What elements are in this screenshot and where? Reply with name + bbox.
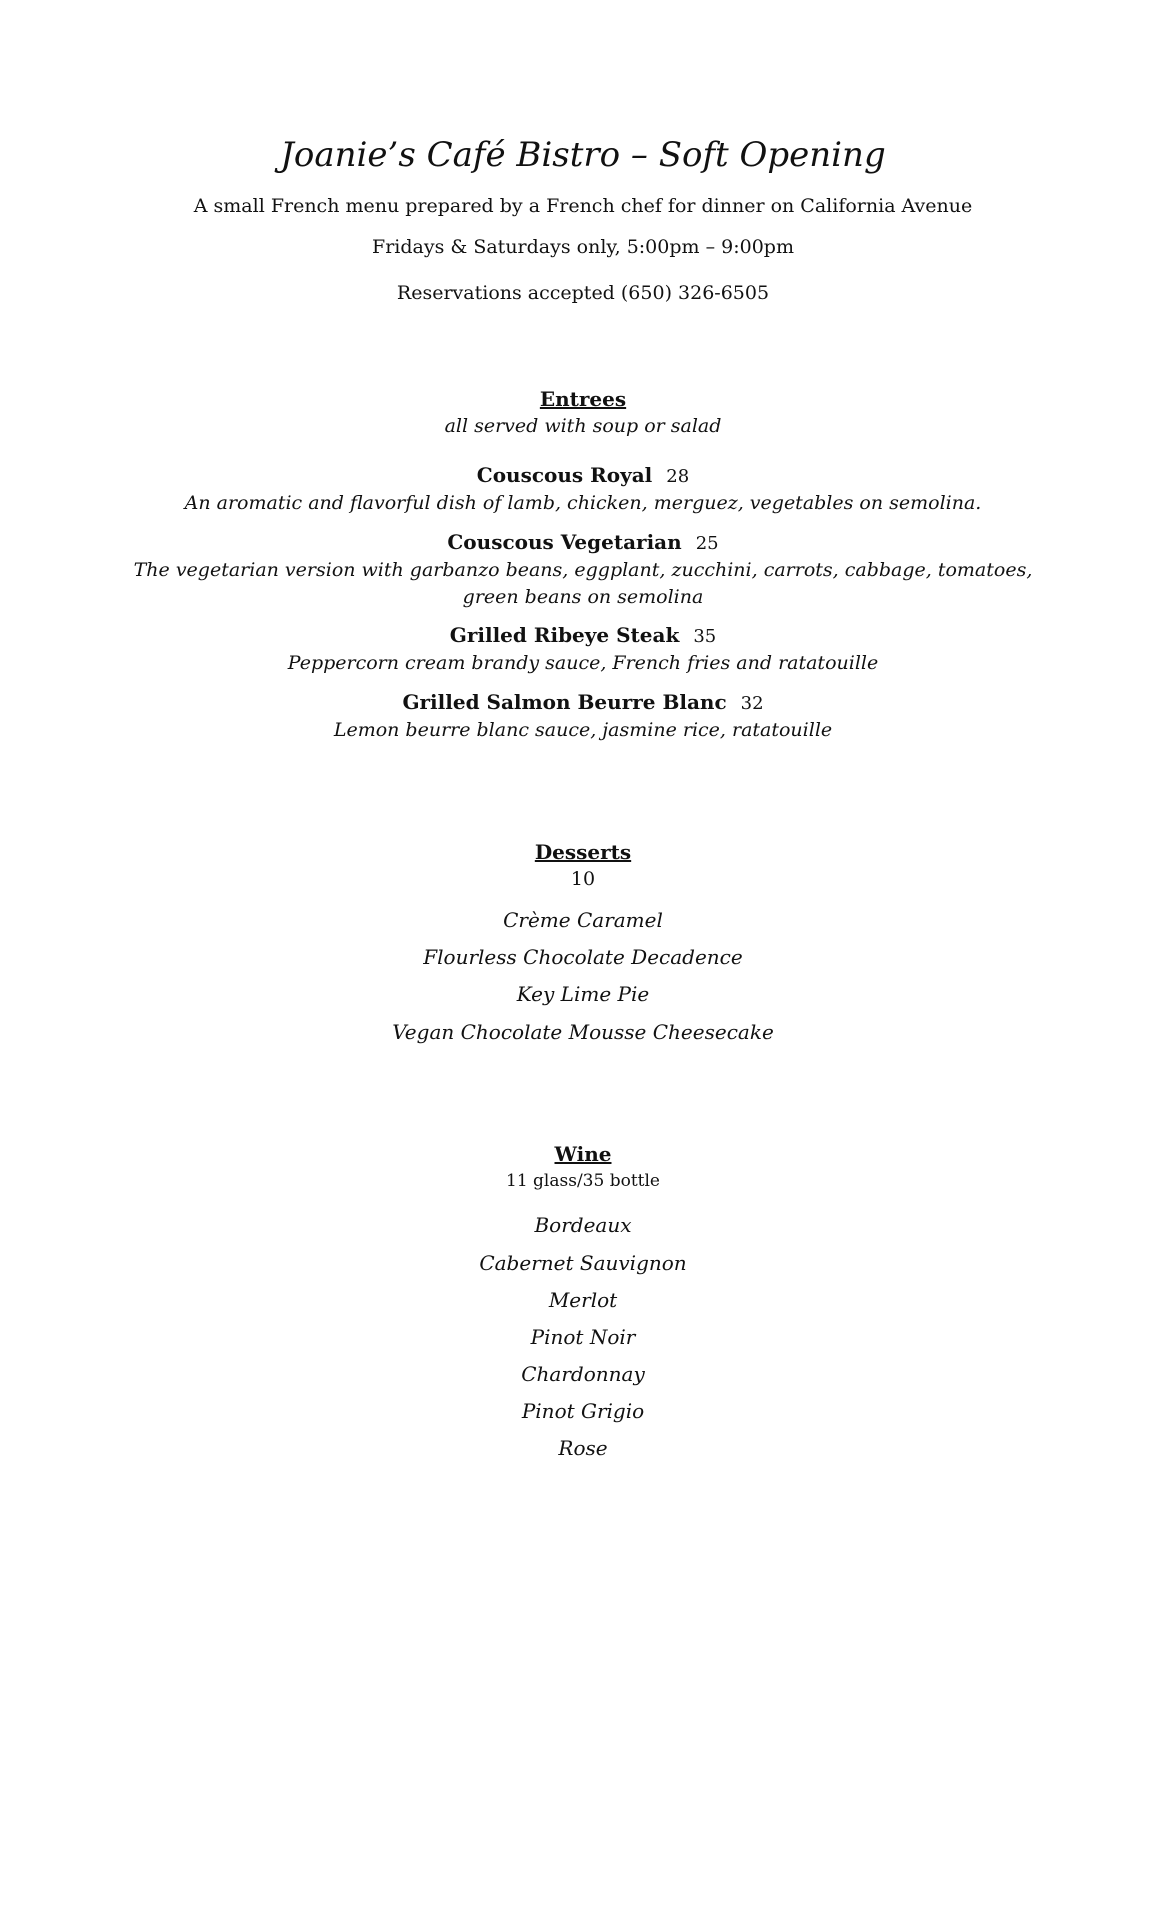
wine-heading: Wine [554, 1142, 612, 1166]
entree-item [120, 529, 1046, 611]
wine-item: Cabernet Sauvignon [479, 1251, 687, 1275]
entrees-section-header [0, 385, 1166, 439]
wine-item: Pinot Grigio [521, 1399, 645, 1423]
desserts-heading: Desserts [534, 840, 632, 864]
entree-price: 25 [695, 533, 719, 554]
wine-item: Pinot Noir [530, 1325, 636, 1349]
wine-item: Bordeaux [534, 1213, 632, 1237]
desserts-price: 10 [570, 868, 596, 890]
entree-price: 32 [740, 693, 764, 714]
dessert-item: Crème Caramel [503, 908, 663, 932]
entree-name: Couscous Vegetarian [447, 530, 682, 554]
entree-item [120, 462, 1046, 517]
entree-description: Lemon beurre blanc sauce, jasmine rice, ratatouille [333, 719, 833, 741]
entree-description: The vegetarian version with garbanzo beans, eggplant, zucchini, carrots, cabbage, tomatoes, green beans on semolina [133, 559, 1033, 608]
menu-tagline: A small French menu prepared by a French chef for dinner on California Avenue [193, 195, 973, 217]
desserts-section-header [0, 838, 1166, 892]
entree-item [120, 622, 1046, 677]
wine-item: Chardonnay [521, 1362, 645, 1386]
wine-item: Rose [558, 1436, 608, 1460]
entree-name: Couscous Royal [476, 463, 653, 487]
entree-price: 28 [666, 466, 690, 487]
menu-reservations: Reservations accepted (650) 326-6505 [396, 282, 770, 304]
entree-name: Grilled Ribeye Steak [449, 623, 680, 647]
wine-item: Merlot [548, 1288, 618, 1312]
entree-price: 35 [693, 626, 717, 647]
entree-name: Grilled Salmon Beurre Blanc [402, 690, 727, 714]
wine-price: 11 glass/35 bottle [506, 1171, 660, 1191]
menu-title: Joanie’s Café Bistro – Soft Opening [280, 135, 886, 175]
dessert-item: Vegan Chocolate Mousse Cheesecake [392, 1020, 774, 1044]
entree-description: Peppercorn cream brandy sauce, French fries and ratatouille [287, 652, 879, 674]
dessert-item: Flourless Chocolate Decadence [423, 945, 743, 969]
entrees-note: all served with soup or salad [444, 415, 722, 437]
menu-hours: Fridays & Saturdays only, 5:00pm – 9:00pm [372, 236, 794, 258]
entree-description: An aromatic and flavorful dish of lamb, chicken, merguez, vegetables on semolina. [184, 492, 982, 514]
entrees-heading: Entrees [539, 387, 627, 411]
dessert-item: Key Lime Pie [516, 982, 650, 1006]
wine-section-header [0, 1140, 1166, 1194]
entree-item [120, 689, 1046, 744]
